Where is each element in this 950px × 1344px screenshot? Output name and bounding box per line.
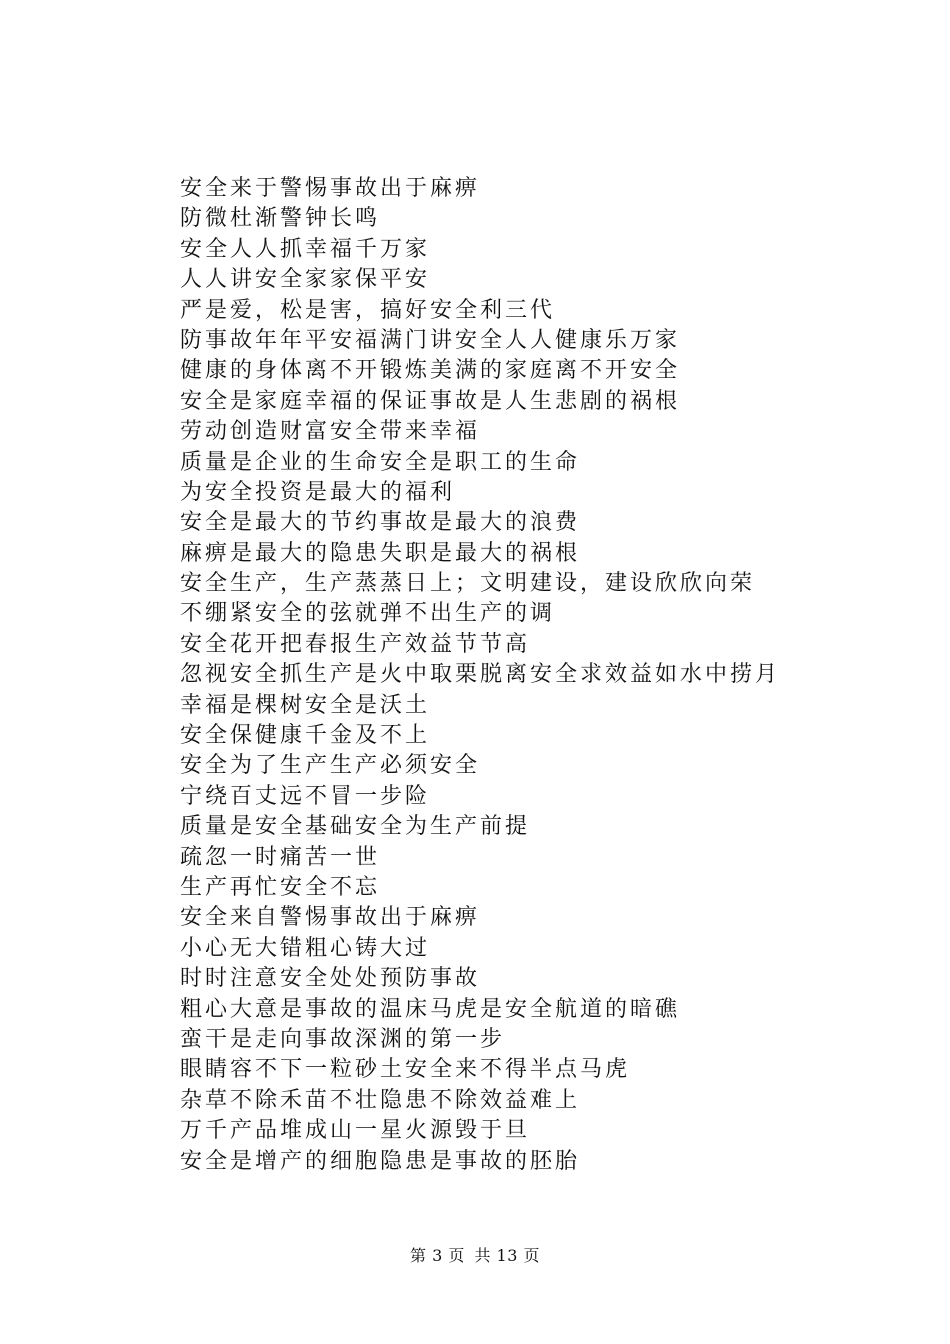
slogan-line: 杂草不除禾苗不壮隐患不除效益难上 bbox=[180, 1087, 581, 1113]
slogan-line: 生产再忙安全不忘 bbox=[180, 874, 381, 900]
slogan-line: 安全来于警惕事故出于麻痹 bbox=[180, 176, 481, 201]
slogan-line: 小心无大错粗心铸大过 bbox=[180, 935, 431, 961]
slogan-line: 健康的身体离不开锻炼美满的家庭离不开安全 bbox=[180, 358, 681, 384]
slogan-line: 安全是家庭幸福的保证事故是人生悲剧的祸根 bbox=[180, 388, 681, 414]
slogan-line: 时时注意安全处处预防事故 bbox=[180, 966, 481, 992]
page-total: 共 13 页 bbox=[474, 1246, 540, 1265]
slogan-line: 防事故年年平安福满门讲安全人人健康乐万家 bbox=[180, 327, 681, 353]
slogan-line: 幸福是棵树安全是沃土 bbox=[180, 692, 431, 718]
slogan-line: 质量是企业的生命安全是职工的生命 bbox=[180, 449, 581, 475]
slogan-line: 安全保健康千金及不上 bbox=[180, 723, 431, 749]
slogan-line: 不绷紧安全的弦就弹不出生产的调 bbox=[180, 601, 556, 627]
slogan-line: 忽视安全抓生产是火中取栗脱离安全求效益如水中捞月 bbox=[180, 662, 781, 688]
slogan-line: 安全来自警惕事故出于麻痹 bbox=[180, 905, 481, 931]
slogan-line: 疏忽一时痛苦一世 bbox=[180, 844, 381, 870]
slogan-line: 粗心大意是事故的温床马虎是安全航道的暗礁 bbox=[180, 996, 681, 1022]
slogan-line: 眼睛容不下一粒砂土安全来不得半点马虎 bbox=[180, 1057, 631, 1083]
slogan-line: 为安全投资是最大的福利 bbox=[180, 479, 456, 505]
slogan-line: 麻痹是最大的隐患失职是最大的祸根 bbox=[180, 540, 581, 566]
slogan-line: 安全是最大的节约事故是最大的浪费 bbox=[180, 510, 581, 536]
slogan-line: 质量是安全基础安全为生产前提 bbox=[180, 814, 531, 840]
slogan-line: 严是爱，松是害，搞好安全利三代 bbox=[180, 297, 556, 323]
slogan-line: 人人讲安全家家保平安 bbox=[180, 267, 431, 293]
slogan-line: 安全人人抓幸福千万家 bbox=[180, 236, 431, 262]
slogan-line: 蛮干是走向事故深渊的第一步 bbox=[180, 1026, 506, 1052]
page-number: 第 3 页 bbox=[410, 1246, 465, 1265]
slogan-list bbox=[180, 174, 780, 1177]
slogan-line: 防微杜渐警钟长鸣 bbox=[180, 206, 381, 232]
slogan-line: 安全生产，生产蒸蒸日上；文明建设，建设欣欣向荣 bbox=[180, 571, 756, 597]
slogan-line: 安全花开把春报生产效益节节高 bbox=[180, 631, 531, 657]
slogan-line: 安全为了生产生产必须安全 bbox=[180, 753, 481, 779]
slogan-line: 宁绕百丈远不冒一步险 bbox=[180, 783, 431, 809]
slogan-line: 安全是增产的细胞隐患是事故的胚胎 bbox=[180, 1148, 581, 1174]
page-footer bbox=[0, 1243, 950, 1266]
slogan-line: 万千产品堆成山一星火源毁于旦 bbox=[180, 1118, 531, 1144]
slogan-line: 劳动创造财富安全带来幸福 bbox=[180, 419, 481, 445]
